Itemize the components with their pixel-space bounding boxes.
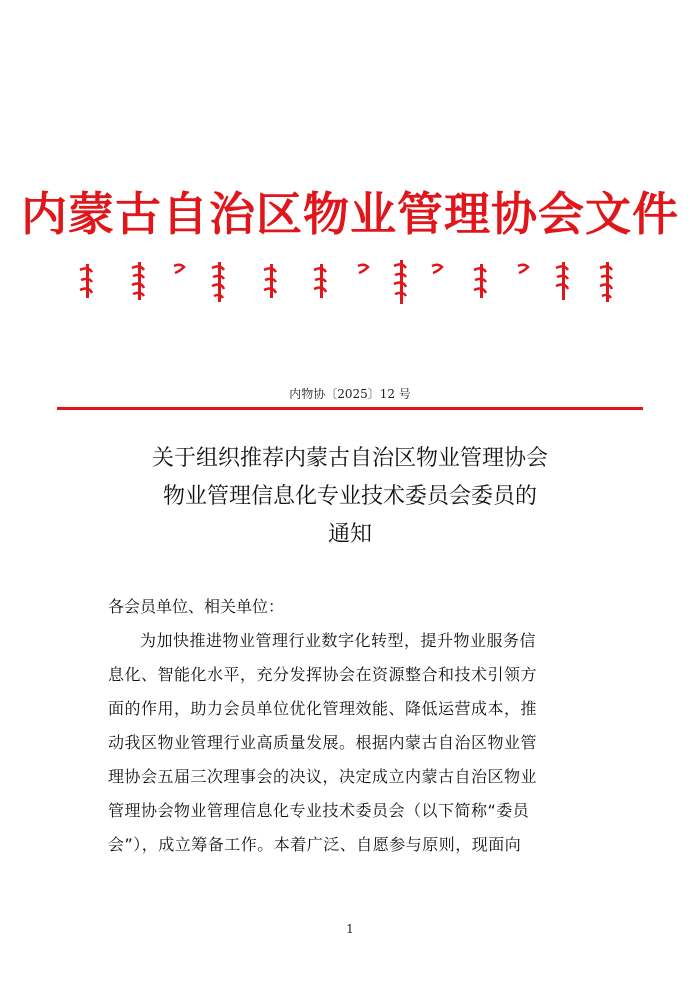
mongol-word-3 [174,265,184,273]
red-divider-line [57,407,643,410]
title-line-2: 物业管理信息化专业技术委员会委员的 [162,484,537,509]
paragraph-line: 会”），成立筹备工作。本着广泛、自愿参与原则，现面向 [108,835,522,854]
paragraph-line: 管理协会物业管理信息化专业技术委员会（以下简称“委员 [108,801,530,820]
mongol-word-9 [432,265,442,273]
mongol-word-2 [132,262,144,300]
mongol-word-13 [600,262,612,302]
paragraph-line: 动我区物业管理行业高质量发展。根据内蒙古自治区物业管 [108,733,538,752]
mongol-word-1 [80,264,92,298]
title-line-1: 关于组织推荐内蒙古自治区物业管理协会 [151,446,548,471]
paragraph-line: 息化、智能化水平，充分发挥协会在资源整合和技术引领方 [108,665,538,684]
notice-body [108,590,592,862]
paragraph-line: 面的作用，助力会员单位优化管理效能、降低运营成本，推 [108,699,538,718]
mongol-word-12 [556,262,568,300]
paragraph-line: 理协会五届三次理事会的决议，决定成立内蒙古自治区物业 [108,767,538,786]
mongol-word-4 [212,262,224,302]
mongol-word-11 [518,265,528,273]
title-line-3: 通知 [327,522,372,547]
page-number: 1 [346,922,354,936]
mongol-word-7 [358,265,368,273]
paragraph-line: 为加快推进物业管理行业数字化转型，提升物业服务信 [140,631,537,650]
mongolian-script-masthead [76,258,624,306]
mongol-word-6 [314,264,326,298]
mongol-word-8 [394,260,406,304]
mongol-word-10 [474,264,486,298]
salutation: 各会员单位、相关单位： [108,597,285,616]
notice-title [70,440,630,554]
masthead-title: 内蒙古自治区物业管理协会文件 [21,187,679,241]
document-number: 内物协〔2025〕12 号 [289,387,411,401]
mongol-word-5 [264,264,276,298]
